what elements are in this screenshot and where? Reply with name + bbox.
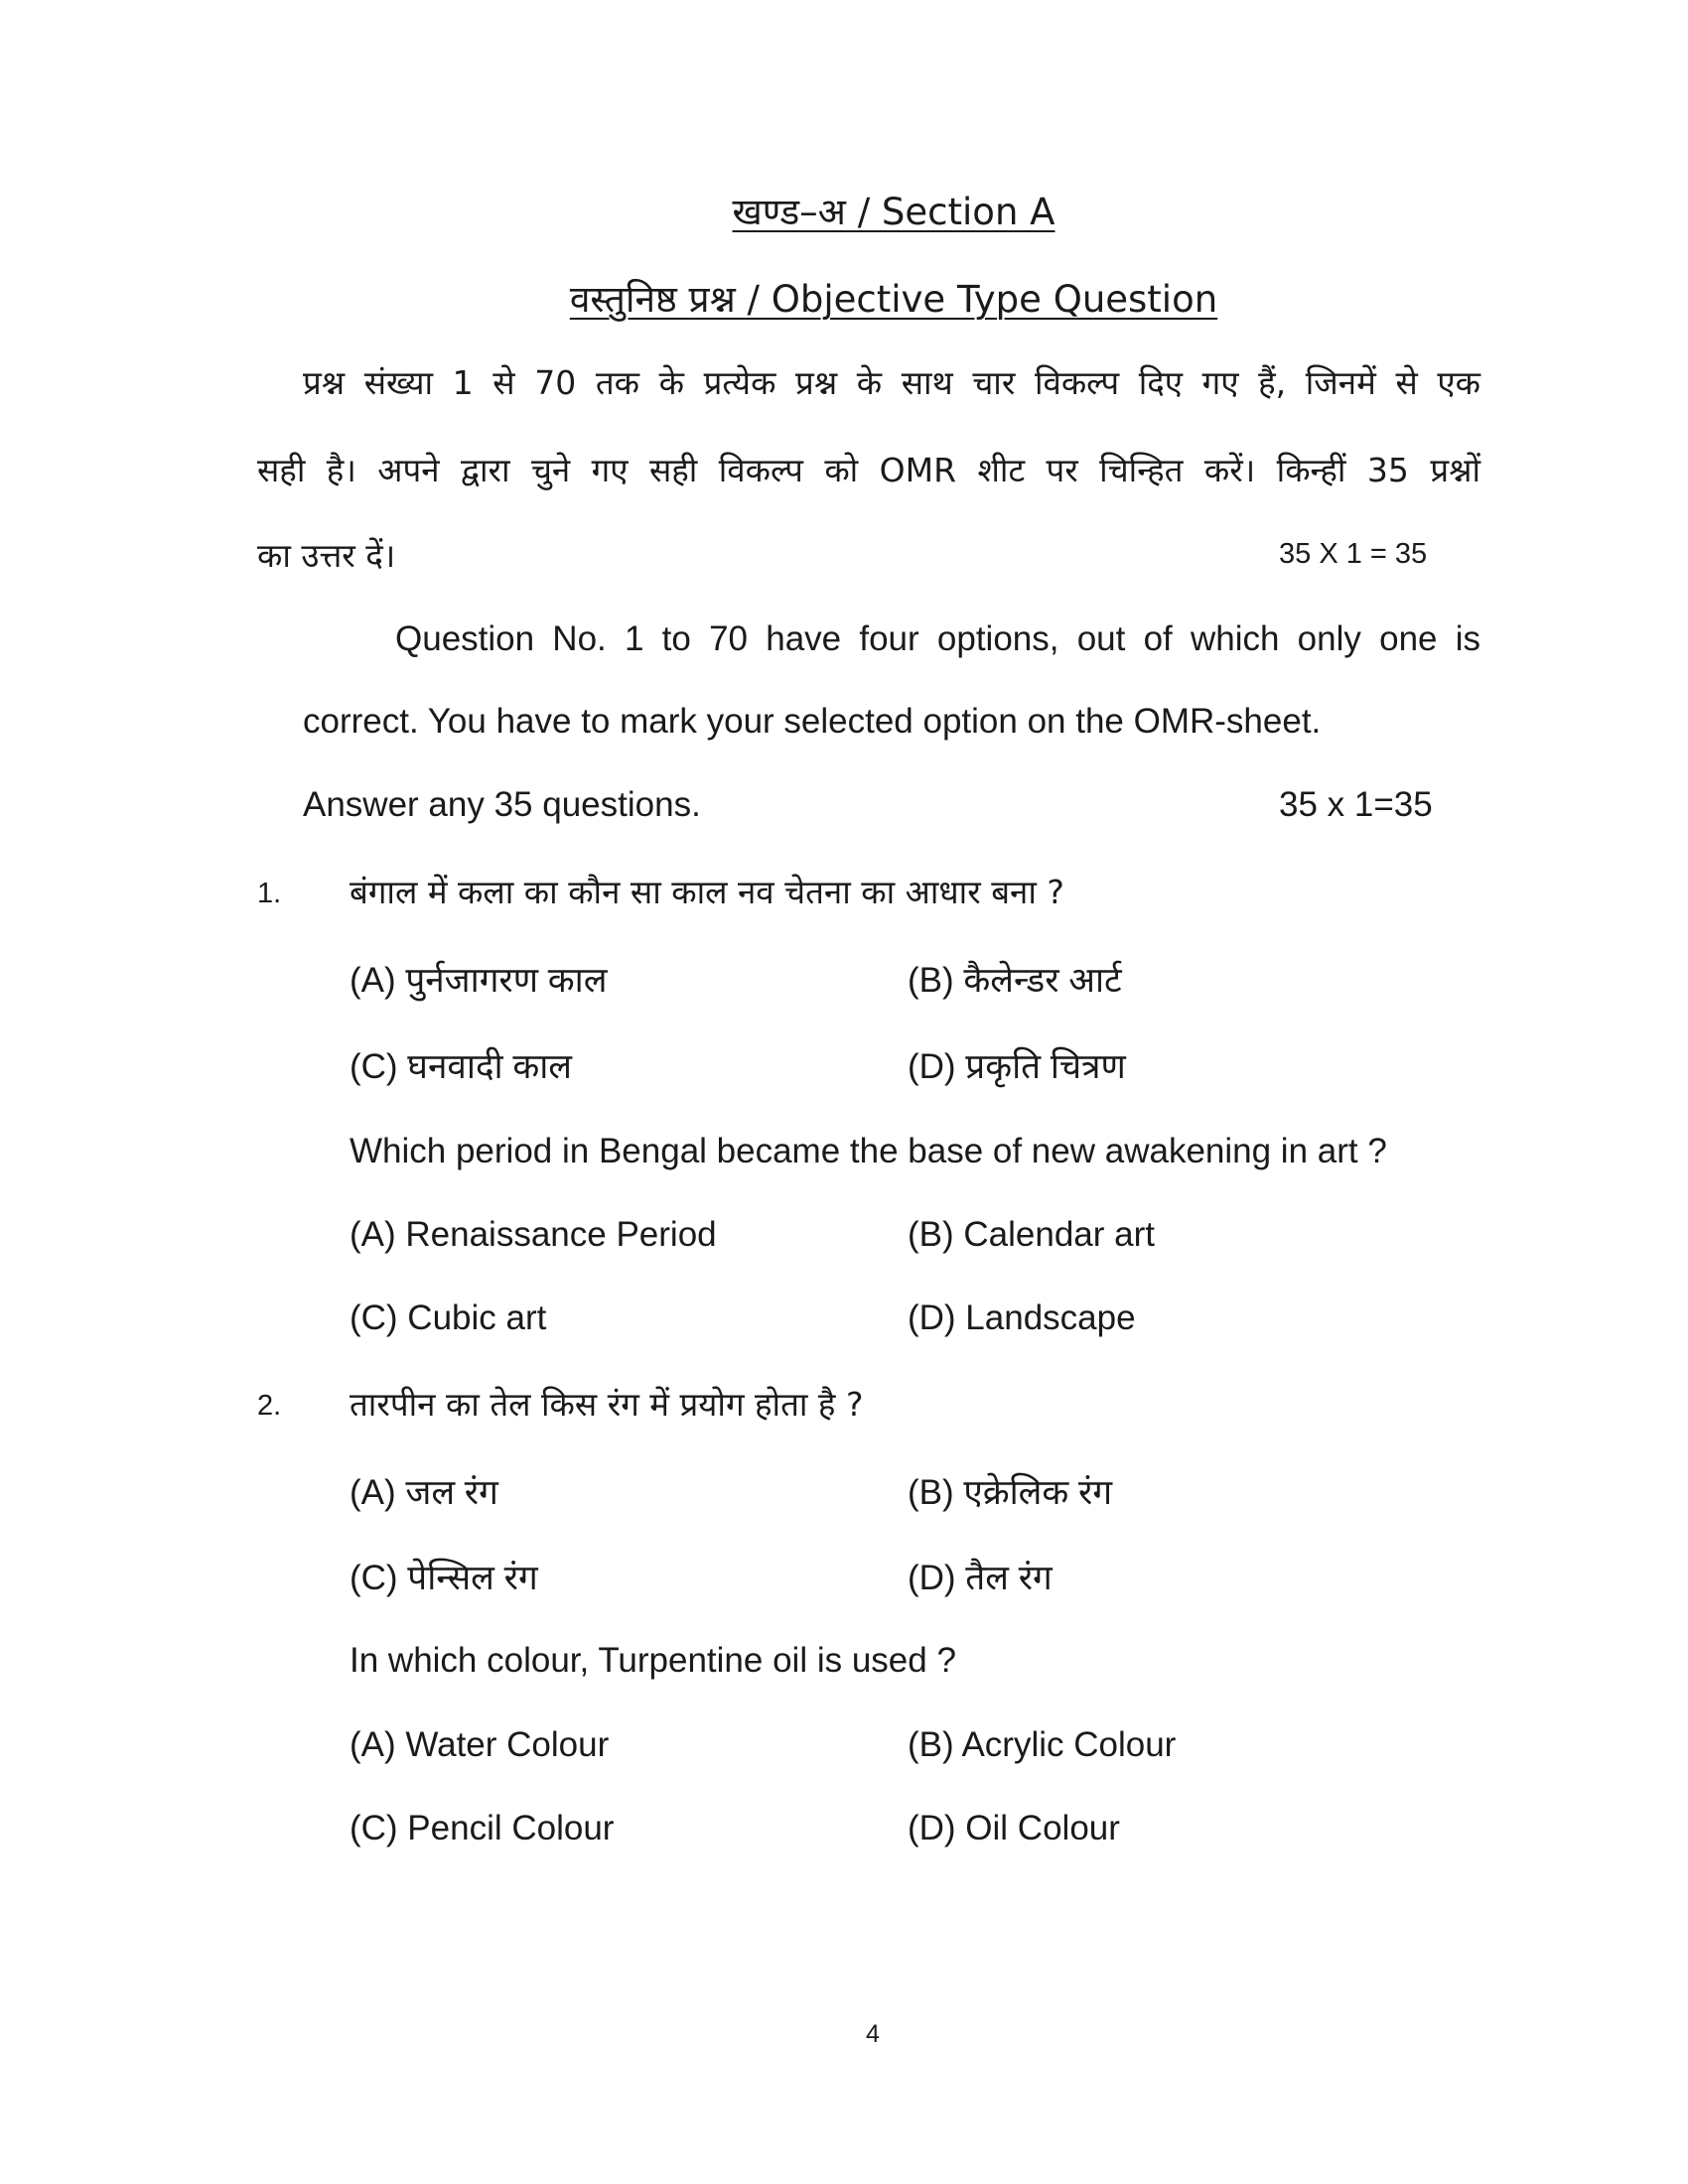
question-1-hindi-option-b: (B) कैलेन्डर आर्ट [908,961,1122,1000]
question-1-hindi-option-c: (C) घनवादी काल [350,1047,572,1086]
question-2-hindi-text: तारपीन का तेल किस रंग में प्रयोग होता है ? [350,1385,864,1424]
question-type-heading: वस्तुनिष्ठ प्रश्न / Objective Type Question [569,278,1218,321]
question-1-english-text: Which period in Bengal became the base of new awakening in art ? [350,1132,1387,1170]
question-2-english-option-c: (C) Pencil Colour [350,1809,615,1847]
question-1-hindi-option-a: (A) पुर्नजागरण काल [350,961,608,1000]
question-1-english-option-d: (D) Landscape [908,1298,1136,1337]
instructions-english-line-1: Question No. 1 to 70 have four options, out of which only one is [395,619,1480,658]
question-2-hindi-option-c: (C) पेन्सिल रंग [350,1559,538,1597]
question-1-english-option-c: (C) Cubic art [350,1298,547,1337]
question-2-hindi-option-a: (A) जल रंग [350,1473,498,1512]
question-2-number: 2. [257,1390,282,1422]
marks-english: 35 x 1=35 [1279,785,1433,824]
question-2-english-option-d: (D) Oil Colour [908,1809,1120,1847]
question-2-english-text: In which colour, Turpentine oil is used ? [350,1641,956,1680]
question-1-number: 1. [257,878,282,909]
section-heading: खण्ड–अ / Section A [732,191,1055,233]
question-2-hindi-option-d: (D) तैल रंग [908,1559,1053,1597]
question-1-hindi-option-d: (D) प्रकृति चित्रण [908,1047,1126,1086]
marks-hindi: 35 X 1 = 35 [1279,538,1428,570]
question-2-hindi-option-b: (B) एक्रेलिक रंग [908,1473,1113,1512]
instructions-hindi-line-1: प्रश्न संख्या 1 से 70 तक के प्रत्येक प्रश्न के साथ चार विकल्प दिए गए हैं, जिनमें से एक [303,363,1480,402]
instructions-english-line-3: Answer any 35 questions. [303,785,701,824]
instructions-hindi-line-3: का उत्तर दें। [257,536,396,575]
question-1-english-option-b: (B) Calendar art [908,1215,1155,1254]
question-2-english-option-b: (B) Acrylic Colour [908,1725,1177,1764]
instructions-english-line-2: correct. You have to mark your selected option on the OMR-sheet. [303,702,1322,741]
question-2-english-option-a: (A) Water Colour [350,1725,610,1764]
instructions-hindi-line-2: सही है। अपने द्वारा चुने गए सही विकल्प को OMR शीट पर चिन्हित करें। किन्हीं 35 प्रश्नों [257,451,1480,489]
question-1-hindi-text: बंगाल में कला का कौन सा काल नव चेतना का आधार बना ? [350,873,1064,911]
question-1-english-option-a: (A) Renaissance Period [350,1215,717,1254]
page-number: 4 [866,2020,880,2048]
